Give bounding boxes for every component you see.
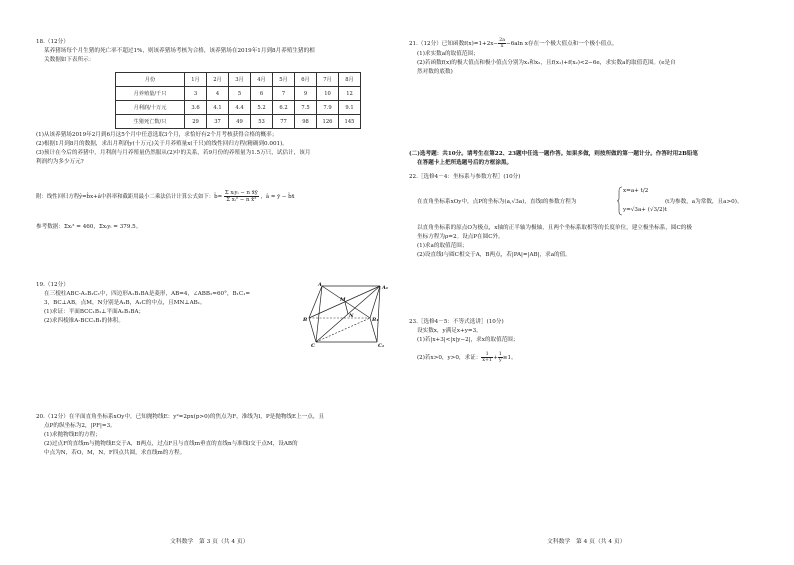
- table-header-cell: 3月: [229, 73, 251, 87]
- q22-line4: (1)求a的取值范围；: [417, 243, 468, 249]
- question-20: [36, 413, 324, 458]
- q23-f1-den: x+1: [482, 358, 493, 363]
- q18-data-table: [115, 72, 361, 129]
- table-cell: 6: [251, 87, 273, 101]
- table-header-cell: 7月: [317, 73, 339, 87]
- q20-line4: (2)过点F的直线m与抛物线E交于A，B两点，过点F且与直线m垂直的直线n与准线l交于点M，设AB的: [44, 441, 298, 447]
- q21-line1b: −6aln x存在一个极大值点和一个极小值点。: [506, 41, 618, 47]
- q21-frac-num: 2a: [499, 38, 506, 43]
- table-header-cell: 月份: [116, 73, 185, 87]
- q19-line4: (2)求四棱锥A-BCC₁B₁的体积。: [44, 318, 124, 324]
- q18-head: 18.（12分）: [36, 39, 69, 45]
- q18-sub2: (2)根据1月到8月的数据，求出月利润y(十万元)关于月养殖量x(千只)的线性回归方程(精确到0.001)。: [36, 141, 288, 147]
- table-cell: 月利润/十万元: [116, 101, 185, 115]
- q23-line3b: ≥1。: [502, 355, 517, 361]
- table-cell: 77: [273, 115, 295, 129]
- q23-line3: [417, 352, 517, 363]
- table-cell: 5: [229, 87, 251, 101]
- q18-line2: 关数据如下表所示：: [44, 57, 95, 63]
- vertex-label: B₁: [372, 317, 379, 323]
- q18-sub3: (3)预计在今后的养猪中，月利润与月养殖量仍然服从(2)中的关系，若9月份的养殖量为1.5万只，试估计，该月: [36, 150, 311, 156]
- q21-fraction: [498, 38, 506, 49]
- table-cell: 生猪死亡数/只: [116, 115, 185, 129]
- page-right: [397, 0, 794, 565]
- table-header-cell: 2月: [207, 73, 229, 87]
- table-cell: 29: [185, 115, 207, 129]
- table-cell: 5.2: [251, 101, 273, 115]
- q20-line1: 20.（12分）在平面直角坐标系xOy中，已知抛物线E：y²=2px(p>0)的焦点为F，准线为l，P是抛物线E上一点，且: [36, 414, 325, 420]
- table-cell: 145: [339, 115, 361, 129]
- formula-denominator: Σ xᵢ² − n x̄²: [226, 197, 257, 203]
- q21-line1: [409, 38, 676, 49]
- question-23: [409, 318, 519, 345]
- q18-line1: 某养猪场每个月生猪的死亡率不超过1%，则该养猪场考核为合格，该养猪场在2019年1月到8月养殖生猪的相: [44, 48, 315, 54]
- q22-body: [417, 224, 692, 260]
- vertex-label: B: [303, 317, 308, 323]
- q22-param-eq1: x=a+ t/2: [623, 188, 649, 194]
- q23-fraction-1: [481, 352, 493, 363]
- question-21: [409, 38, 676, 77]
- table-cell: 3: [185, 87, 207, 101]
- formula-prefix: 附：线性回归方程ŷ=b̂x+â中斜率和截距用最小二乘法估计计算公式如下：b̂=: [36, 194, 223, 200]
- choose-line2: 在答题卡上把所选题号后的方框涂黑。: [417, 160, 513, 166]
- q20-line3: (1)求抛物线E的方程；: [44, 432, 101, 438]
- table-cell: 4: [207, 87, 229, 101]
- q23-line1: 设实数x，y满足x+y=3。: [417, 328, 482, 334]
- q22-head: 22.［选修4－4：坐标系与参数方程］(10分): [409, 174, 521, 180]
- table-cell: 9: [295, 87, 317, 101]
- q21-frac-den: x: [500, 44, 504, 49]
- q21-line1a: 21.（12分）已知函数f(x)=1+2x−: [409, 41, 499, 47]
- q23-line2: (1)若|x+3|<|x|y−2|，求x的取值范围；: [417, 337, 519, 343]
- table-cell: 7.9: [317, 101, 339, 115]
- table-cell: 49: [229, 115, 251, 129]
- table-cell: 4.4: [229, 101, 251, 115]
- formula-numerator: Σ xᵢyᵢ − n x̄ȳ: [224, 190, 258, 196]
- choose-line1: (二)选考题：共10分。请考生在第22、23题中任选一题作答。如果多做，则按所做的第一题计分。作答时用2B铅笔: [409, 151, 698, 157]
- q23-line3a: (2)若x>0，y>0，求证：: [417, 355, 482, 361]
- table-header-cell: 4月: [251, 73, 273, 87]
- page-footer-right: 文科数学 第 4 页（共 4 页）: [547, 539, 626, 545]
- formula-suffix: ，â = ȳ − b̂x̄: [260, 194, 295, 200]
- q22-line2: 以直角坐标系的原点O为极点，x轴的正半轴为极轴，且两个坐标系取相等的长度单位，建立极坐标系，圆C的极: [417, 225, 692, 231]
- q19-line3: (1)求证：平面BCC₁B₁⊥平面A₁B₁BA；: [44, 309, 145, 315]
- q18-subquestions: [36, 131, 310, 167]
- q19-line2: 3，BC⊥AB，点M，N分别是A₁B，A₁C的中点，且MN⊥AB₁。: [44, 300, 206, 306]
- question-19: [36, 281, 250, 326]
- table-cell: 月养殖量/千只: [116, 87, 185, 101]
- table-header-cell: 1月: [185, 73, 207, 87]
- table-cell: 6.2: [273, 101, 295, 115]
- table-cell: 10: [317, 87, 339, 101]
- point-label: M: [340, 297, 346, 303]
- table-cell: 7.5: [295, 101, 317, 115]
- table-cell: 3.6: [185, 101, 207, 115]
- q22-line1b: (t为参数，a为常数，且a>0)。: [665, 199, 743, 205]
- vertex-label: C: [311, 343, 315, 349]
- vertex-label: A: [318, 282, 322, 288]
- q21-line3: (2)若函数f(x)的极大值点和极小值点分别为x₁和x₂，且f(x₁)+f(x₂)<2−6e，求实数a的取值范围。(e是自: [417, 60, 676, 66]
- prism-diagram: [300, 280, 392, 350]
- page-footer-left: 文科数学 第 3 页（共 4 页）: [170, 539, 249, 545]
- table-row: [116, 101, 361, 115]
- table-row: [116, 73, 361, 87]
- formula-fraction: [224, 190, 259, 203]
- vertex-label: A₁: [382, 285, 389, 291]
- table-cell: 98: [295, 115, 317, 129]
- table-header-cell: 6月: [295, 73, 317, 87]
- vertex-label: C₁: [378, 343, 385, 349]
- q18-reference-data: 参考数据：Σxᵢ² = 460，Σxᵢyᵢ = 379.5。: [36, 224, 142, 230]
- table-cell: 12: [339, 87, 361, 101]
- table-header-cell: 5月: [273, 73, 295, 87]
- q23-f2-num: 1: [498, 352, 502, 357]
- optional-section-instructions: [409, 150, 698, 168]
- q22-line5: (2)设直线l与圆C相交于A，B两点，若|PA|=|AB|，求a的值。: [417, 252, 571, 258]
- table-header-cell: 8月: [339, 73, 361, 87]
- q18-regression-formula: [36, 190, 295, 203]
- q23-f1-num: 1: [481, 352, 493, 358]
- q20-line5: 中点为N，若O，M，N，F四点共圆，求直线m的方程。: [44, 450, 186, 456]
- table-cell: 9.1: [339, 101, 361, 115]
- q21-line4: 然对数的底数): [417, 69, 453, 75]
- q20-line2: 点P的纵坐标为2，|PF|=3。: [44, 423, 116, 429]
- q19-line1: 在三棱柱ABC-A₁B₁C₁中，四边形A₁B₁BA是菱形，AB=4，∠ABB₁=60°，B₁C₁=: [44, 291, 251, 297]
- table-cell: 7: [273, 87, 295, 101]
- q23-f2-den: y: [498, 358, 502, 363]
- q23-plus: +: [493, 355, 498, 361]
- table-cell: 53: [251, 115, 273, 129]
- table-cell: 4.1: [207, 101, 229, 115]
- q22-param-eq2: y=√3a+ (√3/2)t: [623, 207, 667, 213]
- point-label: N: [349, 313, 354, 319]
- question-18: [36, 38, 315, 65]
- table-row: [116, 115, 361, 129]
- q21-line2: (1)求实数a的取值范围；: [417, 51, 479, 57]
- q19-head: 19.（12分）: [36, 282, 69, 288]
- q23-head: 23.［选修4－5：不等式选讲］(10分): [409, 319, 504, 325]
- table-cell: 126: [317, 115, 339, 129]
- table-cell: 37: [207, 115, 229, 129]
- q18-sub1: (1)从该养猪场2019年2月到6月这5个月中任意选取3个月，求恰好有2个月考核获得合格的概率；: [36, 132, 278, 138]
- q22-line1a: 在直角坐标系xOy中，点P的坐标为(a,√3a)，直线l的参数方程为: [417, 199, 577, 205]
- q22-line3: 坐标方程为ρ=2。设点P在圆C外。: [417, 234, 504, 240]
- table-row: [116, 87, 361, 101]
- q18-sub4: 利润约为多少万元?: [36, 159, 84, 165]
